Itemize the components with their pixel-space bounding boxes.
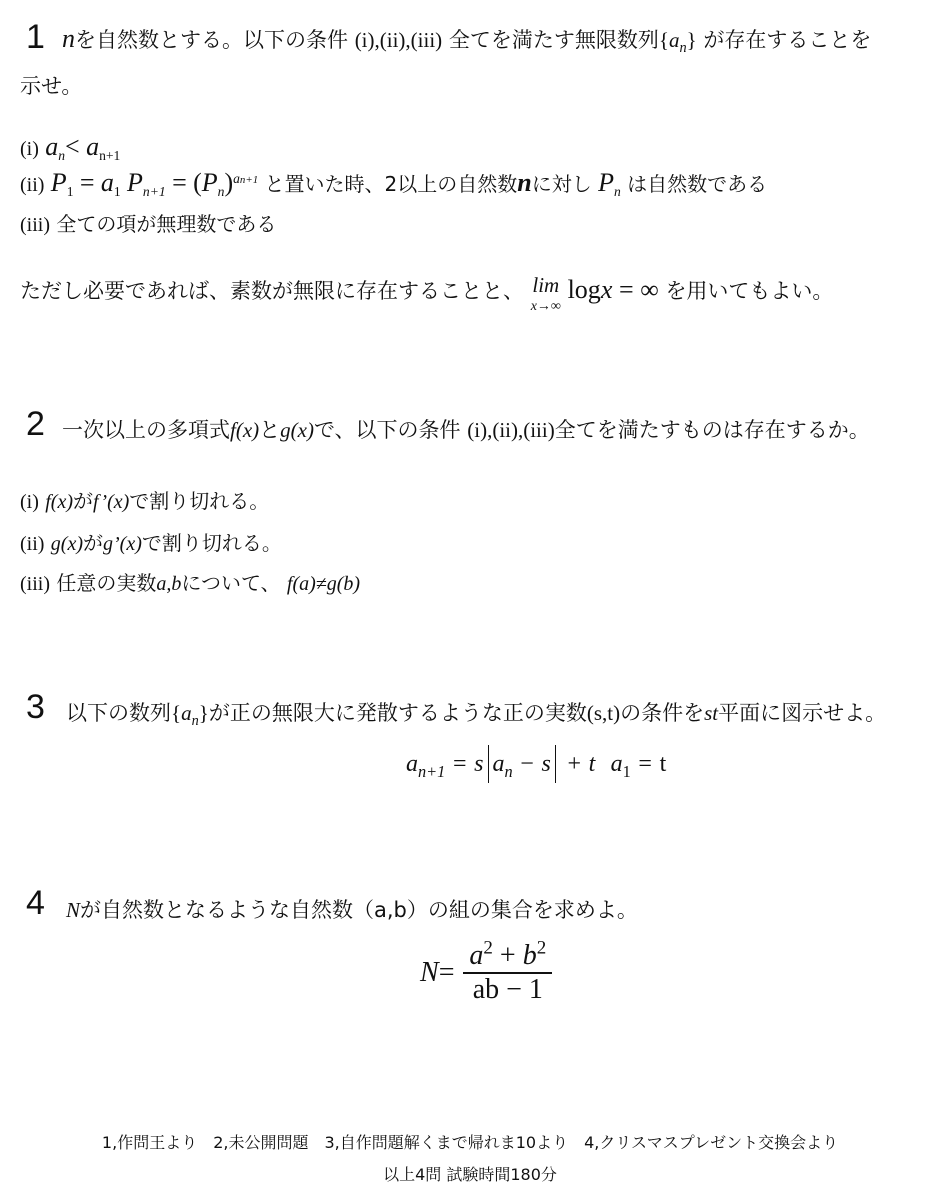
question-number: 2 (26, 405, 45, 443)
eq-infinity: = ∞ (619, 275, 659, 304)
st-plane: st (704, 701, 719, 725)
note-text: ただし必要であれば、素数が無限に存在することと、 (20, 279, 524, 303)
condition-text: 任意の実数 (56, 571, 157, 595)
sub-n-plus-1: n+1 (99, 148, 121, 163)
var-s: s (541, 751, 551, 777)
sub: n+1 (418, 761, 446, 781)
condition-text: で割り切れる。 (129, 489, 270, 513)
condition-text: は自然数である (627, 172, 768, 196)
f-prime-x: f’(x) (93, 491, 130, 513)
question-1-statement-line2: 示せ。 (20, 74, 83, 98)
brace-open: { (658, 28, 669, 52)
question-2 (26, 405, 45, 444)
question-4 (26, 884, 45, 923)
fx: f(x) (230, 418, 260, 442)
var-P: P (127, 168, 143, 197)
q1-note (20, 275, 833, 314)
var-n: n (517, 168, 532, 197)
question-2-statement (62, 414, 870, 444)
var-P: P (50, 168, 67, 197)
brace-close: } (198, 701, 209, 725)
fraction (463, 937, 552, 1006)
abs-bar-left (488, 745, 489, 783)
var-a: a (469, 940, 484, 971)
plus-sign: + (492, 940, 523, 971)
statement-text: 平面に図示せよ。 (718, 701, 887, 725)
question-1-statement (62, 24, 872, 57)
condition-label: (ii) (20, 174, 45, 196)
question-1 (26, 18, 45, 57)
q2-condition-1 (20, 485, 269, 514)
lim: lim (532, 273, 560, 297)
var-a: a (86, 132, 100, 161)
exponent: 2 (483, 937, 493, 959)
q1-condition-1 (20, 132, 120, 162)
var-a: a (45, 132, 59, 161)
var-P: P (598, 168, 614, 197)
var-n: n (62, 24, 75, 53)
var-t: t (659, 751, 667, 777)
condition-label: (iii) (20, 573, 50, 595)
var-t: t (588, 751, 596, 777)
exp-sub: n+1 (239, 174, 259, 187)
var-x: x (600, 275, 613, 304)
q1-condition-2 (20, 168, 767, 198)
eq-sign: = (172, 168, 187, 197)
condition-text: で割り切れる。 (141, 531, 282, 555)
statement-text: 全てを満たすものは存在するか。 (554, 418, 870, 442)
q2-condition-2 (20, 527, 282, 556)
lt-sign: < (65, 132, 80, 161)
statement-text: が存在することを (703, 28, 872, 52)
limit-expression (531, 275, 561, 314)
statement-text: 全てを満たす無限数列 (448, 28, 659, 52)
ab-pair: （a,b） (353, 898, 428, 922)
statement-text: と (259, 418, 281, 442)
eq-sign: = (79, 168, 95, 197)
log: log (567, 275, 601, 304)
statement-text: 一次以上の多項式 (62, 418, 230, 442)
var-s: s (474, 751, 484, 777)
condition-text: が (73, 489, 94, 513)
st-pair: (s,t) (586, 701, 621, 725)
question-number: 3 (26, 688, 45, 726)
var-P: P (201, 168, 218, 197)
seq-var: a (181, 701, 192, 725)
statement-text: が自然数となるような自然数 (80, 898, 354, 922)
abs-bar-right (555, 745, 556, 783)
g-prime-x: g’(x) (103, 533, 142, 555)
exponent: 2 (536, 937, 547, 959)
q3-recurrence-equation (406, 745, 666, 783)
paren-open: ( (193, 168, 202, 197)
statement-text: の組の集合を求めよ。 (427, 898, 638, 922)
brace-close: } (686, 28, 697, 52)
q4-fraction-equation (420, 937, 552, 1006)
question-number: 1 (26, 18, 45, 56)
var-a: a (100, 168, 114, 197)
lim-subscript: x→∞ (530, 299, 561, 314)
question-3 (26, 688, 45, 727)
sub: 1 (622, 761, 631, 781)
q2-condition-3 (20, 567, 360, 596)
statement-text: の条件を (620, 701, 705, 725)
minus-sign: − (520, 751, 534, 777)
q1-condition-3 (20, 208, 276, 237)
sub: n (217, 184, 225, 199)
condition-text: について、 (181, 571, 281, 595)
condition-label: (ii) (20, 533, 45, 555)
statement-text: で、以下の条件 (313, 418, 461, 442)
denominator: ab − 1 (472, 974, 543, 1005)
statement-text: が正の無限大に発散するような正の実数 (208, 701, 587, 725)
condition-label: (i) (20, 491, 39, 513)
sub: n (504, 761, 513, 781)
seq-sub: n (191, 713, 199, 730)
fx: f(x) (45, 491, 74, 513)
condition-text: と置いた時、2以上の自然数 (264, 172, 518, 196)
var-b: b (522, 940, 537, 971)
sub: 1 (113, 184, 121, 199)
var-a: a (406, 751, 418, 777)
sub: 1 (66, 184, 74, 199)
var-a: a (610, 751, 623, 777)
sub: n (613, 184, 621, 199)
eq-sign: = (452, 751, 467, 777)
paren-close: ) (224, 168, 234, 197)
note-text: を用いてもよい。 (665, 279, 834, 303)
plus-sign: + (567, 751, 582, 777)
sub-n: n (58, 148, 66, 163)
condition-text: が (83, 531, 103, 555)
statement-text: 以下の数列 (66, 701, 171, 725)
gx: g(x) (50, 533, 83, 555)
var-N: N (66, 898, 81, 922)
conditions-ref: (i),(ii),(iii) (467, 418, 555, 442)
gx: g(x) (280, 418, 314, 442)
sub: n+1 (142, 184, 166, 199)
conditions-ref: (i),(ii),(iii) (354, 28, 443, 52)
condition-text: に対し (531, 172, 592, 196)
footer-sources: 1,作問王より 2,未公開問題 3,自作問題解くまで帰れま10より 4,クリスマスプレゼント交換会より (101, 1133, 839, 1152)
numerator (463, 937, 552, 974)
question-4-statement (66, 894, 638, 924)
brace-open: { (171, 701, 182, 725)
eq-sign: = (638, 751, 652, 777)
seq-var: a (668, 28, 680, 52)
var-N: N (420, 957, 439, 988)
condition-label: (iii) (20, 214, 50, 236)
condition-text: 全ての項が無理数である (56, 212, 277, 236)
eq-sign: = (438, 957, 455, 988)
seq-sub: n (679, 40, 687, 57)
footer-exam-info: 以上4問 試験時間180分 (383, 1165, 557, 1184)
statement-text: を自然数とする。以下の条件 (75, 28, 348, 52)
inequality-expression: f(a)≠g(b) (286, 573, 361, 595)
var-a: a (492, 751, 505, 777)
exp-a: a (233, 171, 240, 187)
question-3-statement (66, 697, 887, 730)
condition-label: (i) (20, 138, 39, 160)
vars-ab: a,b (156, 573, 182, 595)
question-number: 4 (26, 884, 45, 922)
